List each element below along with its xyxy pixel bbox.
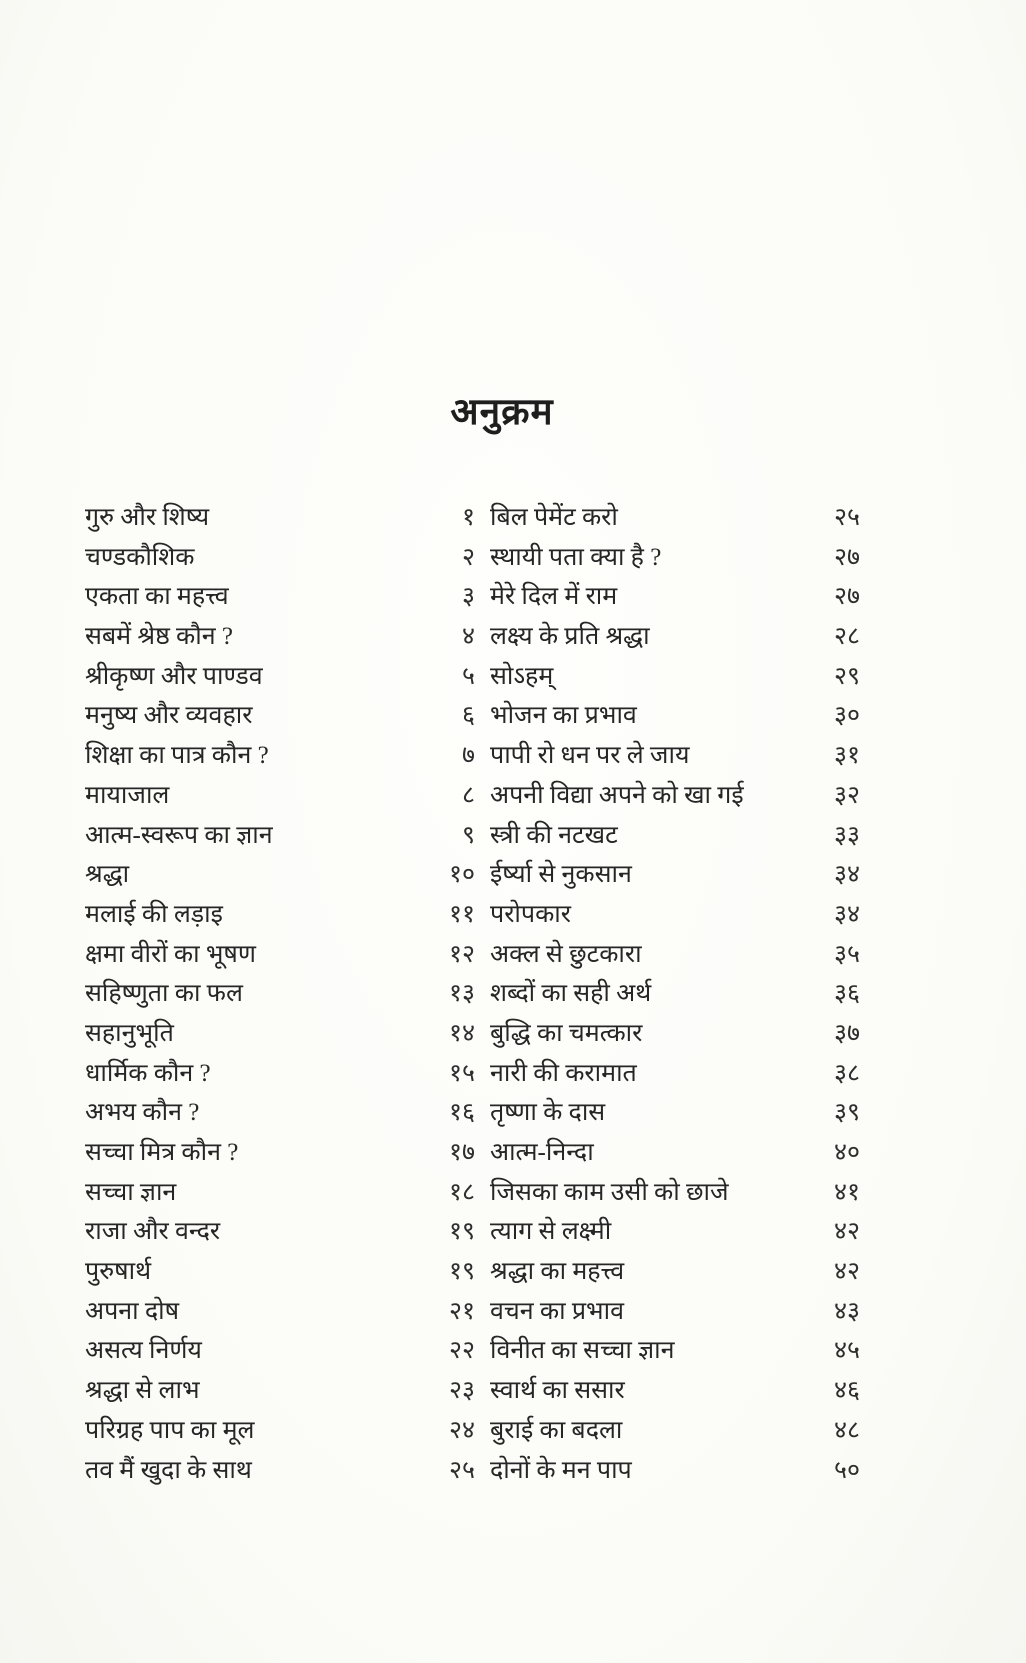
toc-row bbox=[85, 1093, 860, 1133]
toc-entry-title-left: मायाजाल bbox=[85, 781, 170, 809]
toc-entry-title-right: वचन का प्रभाव bbox=[490, 1297, 625, 1325]
toc-entry-title-right: स्थायी पता क्या है ? bbox=[490, 543, 662, 571]
toc-entry-page-right: ४५ bbox=[833, 1337, 860, 1365]
toc-entry-page-right: ३८ bbox=[833, 1059, 860, 1087]
toc-row bbox=[85, 1292, 860, 1332]
toc-row bbox=[85, 1173, 860, 1213]
toc-entry-title-right: भोजन का प्रभाव bbox=[490, 702, 637, 730]
toc-entry-title-left: असत्य निर्णय bbox=[85, 1337, 202, 1365]
toc-entry-page-right: २५ bbox=[833, 504, 860, 531]
toc-entry-page-right: २७ bbox=[833, 543, 860, 571]
toc-row bbox=[85, 498, 860, 538]
toc-row bbox=[85, 696, 860, 736]
toc-entry-page-left: १५ bbox=[448, 1059, 475, 1087]
toc-entry-page-left: ११ bbox=[448, 900, 475, 928]
toc-row bbox=[85, 1331, 860, 1371]
toc-entry-page-left: १८ bbox=[448, 1178, 475, 1206]
toc-entry-page-left: १४ bbox=[448, 1019, 475, 1047]
toc-entry-title-left: धार्मिक कौन ? bbox=[85, 1059, 211, 1087]
toc-row bbox=[85, 1371, 860, 1411]
toc-entry-title-right: अपनी विद्या अपने को खा गई bbox=[490, 781, 744, 809]
toc-entry-page-left: १२ bbox=[448, 940, 475, 968]
toc-entry-page-left: २ bbox=[461, 543, 475, 571]
toc-entry-page-left: ८ bbox=[461, 781, 475, 809]
toc-entry-title-left: अपना दोष bbox=[85, 1297, 180, 1325]
toc-entry-page-left: १३ bbox=[448, 980, 475, 1008]
toc-entry-page-left: ९ bbox=[461, 821, 475, 849]
toc-entry-page-right: ३३ bbox=[833, 821, 860, 849]
toc-row bbox=[85, 1252, 860, 1292]
toc-entry-title-right: बुद्धि का चमत्कार bbox=[490, 1019, 643, 1047]
toc-entry-title-right: लक्ष्य के प्रति श्रद्धा bbox=[490, 623, 650, 651]
toc-entry-title-left: सबमें श्रेष्ठ कौन ? bbox=[85, 623, 233, 651]
toc-entry-page-left: २३ bbox=[448, 1377, 475, 1405]
toc-entry-title-right: आत्म-निन्दा bbox=[490, 1139, 594, 1166]
toc-row bbox=[85, 1411, 860, 1451]
toc-entry-page-right: ४३ bbox=[833, 1297, 860, 1325]
toc-entry-page-left: १० bbox=[448, 861, 475, 889]
toc-entry-title-right: ईर्ष्या से नुकसान bbox=[490, 861, 632, 889]
toc-entry-title-left: पुरुषार्थ bbox=[85, 1258, 152, 1286]
toc-entry-page-left: १७ bbox=[448, 1139, 475, 1166]
toc-entry-title-right: सोऽहम् bbox=[490, 662, 554, 690]
toc-entry-page-left: ३ bbox=[461, 583, 475, 611]
toc-entry-page-left: ५ bbox=[461, 662, 475, 690]
toc-entry-page-right: २८ bbox=[833, 623, 860, 651]
toc-entry-title-right: मेरे दिल में राम bbox=[490, 583, 618, 611]
toc-entry-page-right: ३७ bbox=[833, 1019, 860, 1047]
toc-entry-title-left: सच्चा मित्र कौन ? bbox=[85, 1139, 239, 1166]
toc-entry-page-right: ४८ bbox=[833, 1416, 860, 1444]
toc-entry-title-left: परिग्रह पाप का मूल bbox=[85, 1416, 255, 1444]
toc-entry-page-right: ४६ bbox=[833, 1377, 860, 1405]
toc-entry-page-right: ३० bbox=[833, 702, 860, 730]
toc-entry-page-right: ३२ bbox=[833, 781, 860, 809]
toc-entry-title-left: श्रद्धा bbox=[85, 861, 130, 889]
toc-row bbox=[85, 895, 860, 935]
toc-entry-title-left: एकता का महत्त्व bbox=[85, 583, 229, 611]
toc-entry-page-left: २५ bbox=[448, 1456, 475, 1484]
toc-entry-title-right: श्रद्धा का महत्त्व bbox=[490, 1258, 625, 1286]
toc-entry-title-right: विनीत का सच्चा ज्ञान bbox=[490, 1337, 675, 1365]
toc-entry-title-right: स्त्री की नटखट bbox=[490, 821, 618, 849]
toc-row bbox=[85, 538, 860, 578]
toc-entry-title-right: पापी रो धन पर ले जाय bbox=[490, 742, 690, 770]
toc-entry-page-left: २४ bbox=[448, 1416, 475, 1444]
toc-entry-title-left: श्रद्धा से लाभ bbox=[85, 1377, 200, 1405]
toc-row bbox=[85, 617, 860, 657]
toc-entry-title-left: श्रीकृष्ण और पाण्डव bbox=[85, 662, 263, 690]
toc-row bbox=[85, 1451, 860, 1491]
page-title: अनुक्रम bbox=[450, 392, 554, 433]
table-of-contents bbox=[85, 498, 860, 1490]
toc-row bbox=[85, 816, 860, 856]
toc-entry-title-right: नारी की करामात bbox=[490, 1059, 637, 1087]
toc-entry-title-left: तव मैं खुदा के साथ bbox=[85, 1456, 252, 1484]
toc-entry-page-right: ३४ bbox=[833, 900, 860, 928]
toc-entry-title-right: बुराई का बदला bbox=[490, 1416, 623, 1444]
toc-row bbox=[85, 935, 860, 975]
toc-entry-title-left: चण्डकौशिक bbox=[85, 543, 195, 571]
toc-entry-page-right: ४१ bbox=[833, 1178, 860, 1206]
toc-row bbox=[85, 736, 860, 776]
toc-entry-page-right: ५० bbox=[833, 1456, 860, 1484]
toc-row bbox=[85, 974, 860, 1014]
toc-entry-title-right: परोपकार bbox=[490, 900, 572, 928]
toc-entry-title-left: अभय कौन ? bbox=[85, 1099, 200, 1127]
toc-entry-title-left: आत्म-स्वरूप का ज्ञान bbox=[85, 821, 273, 849]
toc-entry-title-right: स्वार्थ का ससार bbox=[490, 1377, 625, 1405]
toc-entry-title-right: अक्ल से छुटकारा bbox=[490, 940, 642, 968]
toc-entry-page-right: ३१ bbox=[833, 742, 860, 770]
toc-entry-page-right: २९ bbox=[833, 662, 860, 690]
toc-entry-title-right: बिल पेमेंट करो bbox=[490, 504, 618, 531]
toc-entry-title-right: तृष्णा के दास bbox=[490, 1099, 606, 1127]
toc-entry-title-right: जिसका काम उसी को छाजे bbox=[490, 1178, 729, 1206]
toc-entry-title-left: शिक्षा का पात्र कौन ? bbox=[85, 742, 269, 770]
toc-row bbox=[85, 1014, 860, 1054]
toc-entry-page-left: १ bbox=[461, 504, 475, 531]
toc-entry-page-left: १६ bbox=[448, 1099, 475, 1127]
toc-row bbox=[85, 577, 860, 617]
toc-row bbox=[85, 776, 860, 816]
toc-entry-title-left: सच्चा ज्ञान bbox=[85, 1178, 177, 1206]
toc-entry-page-left: १९ bbox=[448, 1218, 475, 1246]
toc-entry-page-right: ४२ bbox=[833, 1258, 860, 1286]
toc-entry-page-left: २२ bbox=[448, 1337, 475, 1365]
toc-entry-title-left: क्षमा वीरों का भूषण bbox=[85, 940, 256, 968]
toc-entry-page-left: ६ bbox=[461, 702, 475, 730]
toc-entry-page-right: ४० bbox=[833, 1139, 860, 1166]
toc-entry-page-right: ४२ bbox=[833, 1218, 860, 1246]
toc-entry-title-left: मनुष्य और व्यवहार bbox=[85, 702, 253, 730]
toc-entry-page-right: ३६ bbox=[833, 980, 860, 1008]
toc-entry-page-right: ३५ bbox=[833, 940, 860, 968]
toc-entry-page-right: २७ bbox=[833, 583, 860, 611]
toc-entry-title-left: सहानुभूति bbox=[85, 1019, 174, 1047]
toc-entry-page-right: ३४ bbox=[833, 861, 860, 889]
toc-entry-page-right: ३९ bbox=[833, 1099, 860, 1127]
toc-entry-page-left: २१ bbox=[448, 1297, 475, 1325]
toc-entry-page-left: १९ bbox=[448, 1258, 475, 1286]
toc-entry-page-left: ७ bbox=[461, 742, 475, 770]
toc-entry-title-left: गुरु और शिष्य bbox=[85, 504, 210, 531]
toc-row bbox=[85, 1212, 860, 1252]
toc-row bbox=[85, 855, 860, 895]
toc-entry-title-left: सहिष्णुता का फल bbox=[85, 980, 243, 1008]
toc-entry-title-right: त्याग से लक्ष्मी bbox=[490, 1218, 612, 1246]
toc-row bbox=[85, 1054, 860, 1094]
toc-entry-title-left: राजा और वन्दर bbox=[85, 1218, 221, 1246]
toc-row bbox=[85, 1133, 860, 1173]
toc-entry-title-left: मलाई की लड़ाइ bbox=[85, 900, 223, 928]
toc-row bbox=[85, 657, 860, 697]
toc-entry-title-right: दोनों के मन पाप bbox=[490, 1456, 632, 1484]
toc-entry-page-left: ४ bbox=[461, 623, 475, 651]
toc-entry-title-right: शब्दों का सही अर्थ bbox=[490, 980, 652, 1008]
